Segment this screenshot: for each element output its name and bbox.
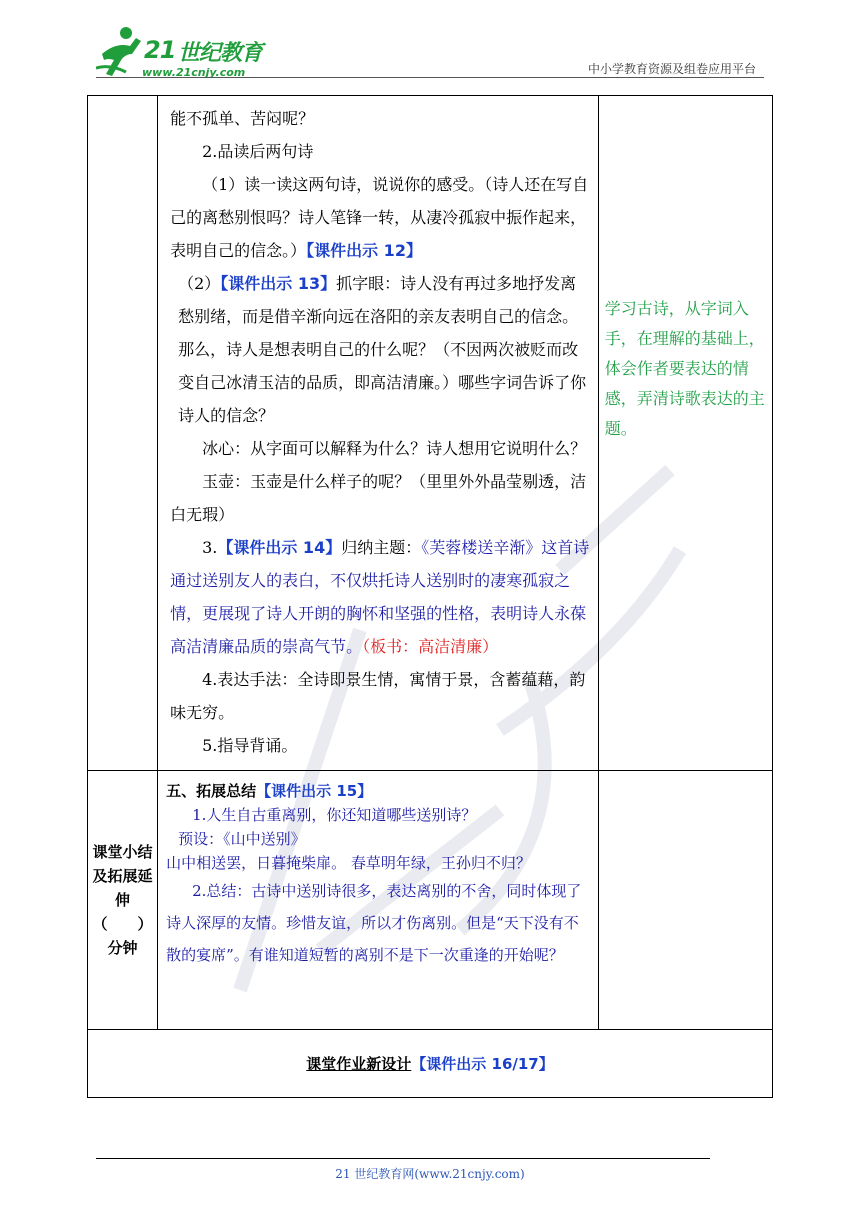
footer-text: 21 世纪教育网(www.21cnjy.com) [335,1167,525,1181]
paragraph [170,267,592,432]
footer-divider [96,1158,710,1159]
paragraph-theme [170,531,592,663]
table-row [88,1030,773,1098]
runner-logo-icon [96,24,146,80]
logo-name: 世纪教育 [178,41,263,66]
platform-title: 中小学教育资源及组卷应用平台 [587,62,756,76]
text-line: 能不孤单、苦闷呢？ [170,109,315,128]
text-span: （2） [178,274,221,293]
summary-paragraph: 2.总结：古诗中送别诗很多，表达离别的不舍，同时体现了诗人深厚的友情。珍惜友谊，所以才伤离别。但是“天下没有不散的宴席”。有谁知道短暂的离别不是下一次重逢的开始呢？ [166,882,582,964]
text-span: （1）读一读这两句诗，说说你的感受。（诗人还在写自己的离愁别恨吗？诗人笔锋一转，从凄冷孤寂中振作起来，表明自己的信念。） [170,175,589,260]
lesson-table [87,95,773,1098]
courseware-tag: 【课件出示 12】 [306,241,422,260]
text-span: 抓字眼：诗人没有再过多地抒发离愁别绪，而是借辛渐向远在洛阳的亲友表明自己的信念。那么，诗人是想表明自己的什么呢？（不因两次被贬而改变自己冰清玉洁的品质，即高洁清廉。）哪些字词告诉了你诗人的信念？ [178,274,587,425]
section-label: 课堂小结及拓展延伸 [92,843,153,909]
text-span: 归纳主题： [341,538,422,557]
design-note: 学习古诗，从字词入手，在理解的基础上，体会作者要表达的情感，弄清诗歌表达的主题。 [604,299,765,438]
paragraph: 玉壶：玉壶是什么样子的呢？（里里外外晶莹剔透，洁白无瑕） [170,472,587,524]
paragraph-first-lines [170,168,592,267]
logo [96,24,266,80]
empty-cell [598,771,772,1030]
courseware-tag: 【课件出示 13】 [220,274,337,293]
text-span: 五、拓展总结 [166,782,257,800]
blackboard-note: （板书：高洁清廉） [362,637,499,656]
courseware-tag: 【课件出示 16/17】 [411,1055,554,1073]
logo-number: 21 [144,36,176,64]
courseware-tag: 【课件出示 14】 [217,538,342,557]
poem-line: 山中相送罢，日暮掩柴扉。 春草明年绿，王孙归不归？ [166,854,531,872]
homework-title: 课堂作业新设计 [306,1055,412,1073]
paragraph: 5.指导背诵。 [202,736,298,755]
page-header [0,0,860,90]
text-span: 3. [202,538,218,557]
text-span: 《芙蓉楼送辛渐》这首诗通过送别友人的表白，不仅烘托诗人送别时的凄寒孤寂之情，更展现了诗人开朗的胸怀和坚强的性格，表明诗人永葆高洁清廉品质的崇高气节。 [170,538,590,656]
homework-cell [88,1030,773,1098]
section-label-cell [88,771,158,1030]
paragraph: 4.表达手法：全诗即景生情，寓情于景，含蓄蕴藉，韵味无穷。 [170,670,586,722]
duration-label: （ ）分钟 [92,915,153,957]
design-note-cell [598,96,772,771]
teaching-content-cell [158,96,599,771]
table-row [88,96,773,771]
text-line: 预设：《山中送别》 [178,830,306,848]
header-divider [96,77,764,78]
text-line: 1.人生自古重离别，你还知道哪些送别诗？ [192,806,477,824]
courseware-tag: 【课件出示 15】 [256,782,373,800]
label-cell-empty [88,96,158,771]
extension-content-cell [158,771,599,1030]
table-row [88,771,773,1030]
extension-title [166,779,592,803]
logo-url: www.21cnjy.com [142,66,246,79]
paragraph: 冰心：从字面可以解释为什么？诗人想用它说明什么？ [202,439,587,458]
text-line: 2.品读后两句诗 [202,142,314,161]
